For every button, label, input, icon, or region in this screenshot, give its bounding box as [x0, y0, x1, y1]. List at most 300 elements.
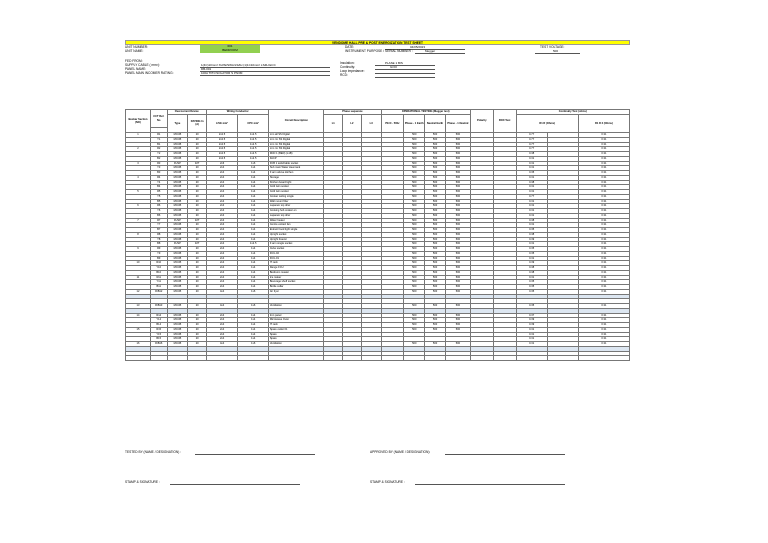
cell-cpc[interactable]: 1x4 [238, 185, 269, 190]
cell-neutral-earth[interactable]: 500 [425, 313, 446, 318]
cell-desc[interactable]: Iron panel [269, 313, 324, 318]
cell-cpc[interactable]: 1x2.5 [238, 147, 269, 152]
cell-neutral-earth[interactable]: 500 [425, 133, 446, 138]
cell-cpc[interactable]: 1x2.5 [238, 133, 269, 138]
cell-phase-earth[interactable]: 500 [404, 152, 425, 157]
cell-polarity[interactable] [470, 356, 493, 361]
cell-cpc[interactable]: 1x4 [238, 194, 269, 199]
cell-rating[interactable]: 20 [188, 275, 207, 280]
cell-rating[interactable]: 20 [188, 304, 207, 309]
cell-r1r2b[interactable]: 0.31 [578, 256, 629, 261]
panel-main-value[interactable]: 100A TPN ISOLATOR S PN3M [201, 71, 243, 75]
cell-phase-neutral[interactable]: 500 [445, 161, 470, 166]
cell-r1r2[interactable]: 0.38 [516, 266, 547, 271]
cell-r1r2b[interactable]: 0.31 [578, 185, 629, 190]
cell-type[interactable]: MCCB [167, 337, 188, 342]
cell-phase-earth[interactable]: 500 [404, 137, 425, 142]
cell-neutral-earth[interactable]: 500 [425, 156, 446, 161]
cell-rating[interactable]: 32T [188, 218, 207, 223]
cell-r1r2b[interactable]: 0.31 [578, 251, 629, 256]
cell-cpc[interactable]: 1x2.5 [238, 152, 269, 157]
cell-desc[interactable]: Beverage shelf socket [269, 280, 324, 285]
cell-phase-neutral[interactable]: 500 [445, 152, 470, 157]
cell-cct[interactable]: Y6 [150, 209, 167, 214]
cell-busbar[interactable]: 2 [126, 147, 151, 152]
cell-type[interactable]: MCCB [167, 256, 188, 261]
cell-cct[interactable]: R6 [150, 204, 167, 209]
cell-phase-earth[interactable]: 500 [404, 175, 425, 180]
cell-busbar[interactable] [126, 356, 151, 361]
cell-desc[interactable]: Spare [269, 332, 324, 337]
cell-desc[interactable]: Lrm rm SS Digital [269, 147, 324, 152]
cell-desc[interactable]: FACP [269, 156, 324, 161]
cell-phase-earth[interactable]: 500 [404, 270, 425, 275]
cell-desc[interactable]: Lrm rm SS Digital [269, 137, 324, 142]
cell-r1r2[interactable]: 0.39 [516, 323, 547, 328]
cell-type[interactable]: MCCB [167, 142, 188, 147]
cell-cpc[interactable]: 1x6 [238, 161, 269, 166]
cell-neutral-earth[interactable]: 500 [425, 270, 446, 275]
cell-r1r2b[interactable]: 0.31 [578, 261, 629, 266]
cell-rating[interactable]: 20 [188, 323, 207, 328]
cell-cpc[interactable]: 1x2.5 [238, 137, 269, 142]
cell-cpc[interactable]: 1x4 [238, 275, 269, 280]
cell-r1r2[interactable]: 0.31 [516, 213, 547, 218]
cell-rating[interactable]: 20 [188, 199, 207, 204]
cell-busbar[interactable]: 9 [126, 247, 151, 252]
cell-phase-neutral[interactable]: 500 [445, 275, 470, 280]
cell-live[interactable]: 4x4 [206, 289, 237, 294]
cell-cpc[interactable] [238, 356, 269, 361]
cell-r1r2b[interactable]: 0.31 [578, 228, 629, 233]
date-value[interactable]: 04/05/2023 [410, 45, 426, 49]
cell-phase-earth[interactable]: 500 [404, 204, 425, 209]
cell-cct[interactable]: Y14 [150, 318, 167, 323]
cell-r1r2[interactable]: 0.31 [516, 337, 547, 342]
cell-r1r2b[interactable]: 0.31 [578, 175, 629, 180]
cell-phase-earth[interactable]: 500 [404, 180, 425, 185]
cell-neutral-earth[interactable]: 500 [425, 304, 446, 309]
cell-desc[interactable] [269, 356, 324, 361]
cell-r1r2[interactable]: 0.31 [516, 161, 547, 166]
cell-live[interactable]: 2x4 [206, 275, 237, 280]
cell-cpc[interactable]: 1x4 [238, 199, 269, 204]
cell-desc[interactable]: Laparam top drier [269, 213, 324, 218]
cell-phase-earth[interactable]: 500 [404, 289, 425, 294]
cell-type[interactable]: MCCB [167, 313, 188, 318]
cell-desc[interactable]: FCU-01 [269, 256, 324, 261]
cell-live[interactable]: 2x4 [206, 223, 237, 228]
cell-desc[interactable]: IT rack [269, 261, 324, 266]
cell-rating[interactable]: 20 [188, 232, 207, 237]
cell-cpc[interactable]: 1x4 [238, 175, 269, 180]
cell-cpc[interactable]: 1x6 [238, 289, 269, 294]
cell-busbar[interactable]: 15 [126, 327, 151, 332]
cell-type[interactable]: MCCB [167, 232, 188, 237]
cell-phase-neutral[interactable]: 500 [445, 137, 470, 142]
cell-neutral-earth[interactable]: 500 [425, 204, 446, 209]
cell-cct[interactable]: R/B16 [150, 342, 167, 347]
cell-desc[interactable]: Storage [269, 175, 324, 180]
cell-type[interactable]: MCCB [167, 266, 188, 271]
cell-live[interactable]: 2x4 [206, 228, 237, 233]
cell-rating[interactable]: 20 [188, 171, 207, 176]
cell-r1r2b[interactable]: 0.31 [578, 161, 629, 166]
cell-cct[interactable]: B15 [150, 337, 167, 342]
cell-rating[interactable]: 32T [188, 242, 207, 247]
cell-phase-neutral[interactable] [445, 356, 470, 361]
cell-neutral-earth[interactable]: 500 [425, 247, 446, 252]
cell-phase-earth[interactable]: 500 [404, 275, 425, 280]
cell-live[interactable]: 2x4 [206, 327, 237, 332]
cell-phase-neutral[interactable]: 500 [445, 228, 470, 233]
cell-cct[interactable]: Y15 [150, 332, 167, 337]
cell-desc[interactable]: Cold twin socket [269, 185, 324, 190]
cell-cpc[interactable]: 1x4 [238, 266, 269, 271]
cell-live[interactable]: 2x4 [206, 251, 237, 256]
cell-desc[interactable]: Extract hood light single [269, 228, 324, 233]
cell-cpc[interactable]: 1x4 [238, 285, 269, 290]
cell-rating[interactable]: 20 [188, 133, 207, 138]
cell-rating[interactable]: 20 [188, 190, 207, 195]
cell-r1r2[interactable]: 0.39 [516, 237, 547, 242]
cell-live[interactable]: 2x2.5 [206, 142, 237, 147]
cell-cct[interactable]: Y8 [150, 237, 167, 242]
cell-phase-neutral[interactable]: 500 [445, 218, 470, 223]
cell-type[interactable] [167, 356, 188, 361]
cell-neutral-earth[interactable]: 500 [425, 147, 446, 152]
cell-desc[interactable]: Cube socket [269, 247, 324, 252]
cell-live[interactable]: 2x4 [206, 237, 237, 242]
cell-cct[interactable]: R7 [150, 218, 167, 223]
cell-type[interactable]: MCCB [167, 199, 188, 204]
cell-r1r2b[interactable]: 0.31 [578, 327, 629, 332]
cell-type[interactable]: MCCB [167, 247, 188, 252]
cell-phase-earth[interactable]: 500 [404, 199, 425, 204]
cell-neutral-earth[interactable]: 500 [425, 137, 446, 142]
cell-phase-neutral[interactable]: 500 [445, 171, 470, 176]
cell-r1r2[interactable]: 0.77 [516, 194, 547, 199]
cell-r1r2b[interactable]: 0.31 [578, 313, 629, 318]
cell-rating[interactable]: 20 [188, 142, 207, 147]
cell-r1r2[interactable]: 0.38 [516, 218, 547, 223]
cell-desc[interactable]: Microwave Oven [269, 318, 324, 323]
cell-neutral-earth[interactable]: 500 [425, 185, 446, 190]
cell-r1r2b[interactable]: 0.31 [578, 199, 629, 204]
cell-busbar[interactable]: 7 [126, 218, 151, 223]
cell-l2[interactable] [343, 356, 362, 361]
cell-phase-earth[interactable]: 500 [404, 133, 425, 138]
cell-type[interactable]: FUSP [167, 218, 188, 223]
cell-phase-earth[interactable]: 500 [404, 313, 425, 318]
cell-neutral-earth[interactable]: 500 [425, 175, 446, 180]
cell-r1r2[interactable]: 0.37 [516, 313, 547, 318]
cell-live[interactable]: 2x4 [206, 190, 237, 195]
cell-phase-earth[interactable]: 500 [404, 323, 425, 328]
cell-live[interactable] [206, 356, 237, 361]
cell-phase-neutral[interactable]: 500 [445, 251, 470, 256]
cell-r1r2[interactable]: 0.31 [516, 275, 547, 280]
cell-phase-neutral[interactable]: 500 [445, 185, 470, 190]
cell-r1r2b[interactable]: 0.31 [578, 332, 629, 337]
cell-r1r2[interactable]: 0.31 [516, 185, 547, 190]
cell-cct[interactable]: Y9 [150, 251, 167, 256]
cell-type[interactable]: MCCB [167, 270, 188, 275]
cell-cpc[interactable]: 1x4 [238, 337, 269, 342]
cell-r1r2[interactable]: 0.77 [516, 133, 547, 138]
cell-rating[interactable]: 20 [188, 256, 207, 261]
cell-live[interactable]: 2x2.5 [206, 156, 237, 161]
cell-cpc[interactable]: 1x2.5 [238, 156, 269, 161]
cell-desc[interactable]: F arm above kitchen [269, 171, 324, 176]
cell-cpc[interactable]: 1x4 [238, 313, 269, 318]
cell-r1r2b[interactable]: 0.31 [578, 209, 629, 214]
cell-busbar[interactable]: 14 [126, 313, 151, 318]
cell-r1r2[interactable]: 0.35 [516, 285, 547, 290]
unit-name-value[interactable]: BEDROOM [200, 49, 260, 53]
cell-type[interactable]: MCCB [167, 156, 188, 161]
cell-desc[interactable]: Bottle cellar [269, 285, 324, 290]
cell-rating[interactable]: 20 [188, 280, 207, 285]
cell-desc[interactable]: Ventilation [269, 342, 324, 347]
cell-type[interactable]: MCCB [167, 194, 188, 199]
cell-r1r2b[interactable]: 0.31 [578, 190, 629, 195]
cell-neutral-earth[interactable]: 500 [425, 342, 446, 347]
cell-phase-neutral[interactable]: 500 [445, 156, 470, 161]
cell-neutral-earth[interactable]: 500 [425, 280, 446, 285]
cell-r1r2b[interactable]: 0.31 [578, 337, 629, 342]
cell-neutral-earth[interactable]: 500 [425, 275, 446, 280]
cell-cct[interactable]: B3 [150, 171, 167, 176]
cell-cpc[interactable]: 1x4 [238, 251, 269, 256]
cell-r1r2b[interactable]: 0.31 [578, 237, 629, 242]
cell-r1r2[interactable]: 0.31 [516, 190, 547, 195]
cell-cct[interactable]: R5 [150, 190, 167, 195]
cell-r1r2[interactable]: 0.77 [516, 137, 547, 142]
cell-cpc[interactable]: 1x4 [238, 213, 269, 218]
cell-phase-neutral[interactable]: 500 [445, 323, 470, 328]
cell-r1r2b[interactable]: 0.31 [578, 247, 629, 252]
cell-phase-neutral[interactable]: 500 [445, 190, 470, 195]
cell-phase-neutral[interactable]: 500 [445, 199, 470, 204]
cell-r1r2[interactable]: 0.39 [516, 261, 547, 266]
tested-by-line[interactable] [195, 454, 315, 455]
cell-type[interactable]: MCCB [167, 152, 188, 157]
cell-live[interactable]: 2x4 [206, 185, 237, 190]
cell-rating[interactable]: 20 [188, 166, 207, 171]
cell-desc[interactable]: Air fryer [269, 289, 324, 294]
cell-busbar[interactable]: 3 [126, 161, 151, 166]
cell-r1r2[interactable]: 0.35 [516, 304, 547, 309]
cell-desc[interactable]: FCU-02 [269, 251, 324, 256]
cell-phase-earth[interactable]: 500 [404, 228, 425, 233]
cell-type[interactable]: MCCB [167, 318, 188, 323]
cell-busbar[interactable]: 12 [126, 289, 151, 294]
cell-r1r2b[interactable]: 0.31 [578, 342, 629, 347]
cell-cpc[interactable]: 1x2.5 [238, 142, 269, 147]
cell-live[interactable]: 2x2.5 [206, 137, 237, 142]
cell-cct[interactable]: Y7 [150, 223, 167, 228]
cell-type[interactable]: MCCB [167, 185, 188, 190]
cell-phase-neutral[interactable]: 500 [445, 289, 470, 294]
cell-phase-neutral[interactable]: 500 [445, 270, 470, 275]
cell-neutral-earth[interactable]: 500 [425, 228, 446, 233]
cell-live[interactable]: 2x4 [206, 242, 237, 247]
cell-rating[interactable]: 32T [188, 161, 207, 166]
cell-r1r2[interactable]: 0.35 [516, 228, 547, 233]
cell-busbar[interactable]: 4 [126, 175, 151, 180]
cell-r1r2[interactable]: 0.38 [516, 180, 547, 185]
cell-busbar[interactable]: 16 [126, 342, 151, 347]
cell-desc[interactable]: Upright socket [269, 232, 324, 237]
cell-neutral-earth[interactable]: 500 [425, 190, 446, 195]
cell-rating[interactable]: 20 [188, 247, 207, 252]
cell-phase-neutral[interactable]: 500 [445, 304, 470, 309]
cell-type[interactable]: MCCB [167, 171, 188, 176]
cell-r1r2[interactable]: 0.31 [516, 204, 547, 209]
cell-cpc[interactable]: 1x2.5 [238, 242, 269, 247]
cell-phase-earth[interactable]: 500 [404, 232, 425, 237]
cell-cpc[interactable]: 1x4 [238, 270, 269, 275]
cell-cpc[interactable]: 1x4 [238, 256, 269, 261]
cell-phase-neutral[interactable]: 500 [445, 232, 470, 237]
cell-neutral-earth[interactable]: 500 [425, 171, 446, 176]
cell-cpc[interactable]: 1x4 [238, 280, 269, 285]
cell-type[interactable]: MCCB [167, 285, 188, 290]
cell-cpc[interactable]: 1x4 [238, 332, 269, 337]
cell-phase-neutral[interactable]: 500 [445, 261, 470, 266]
cell-phase-earth[interactable] [404, 356, 425, 361]
cell-cpc[interactable]: 1x4 [238, 237, 269, 242]
cell-rating[interactable]: 20 [188, 228, 207, 233]
cell-live[interactable]: 2x4 [206, 270, 237, 275]
cell-r1r2b[interactable]: 0.31 [578, 323, 629, 328]
cell-phase-neutral[interactable]: 500 [445, 209, 470, 214]
cell-r1r2[interactable]: 0.35 [516, 171, 547, 176]
cell-r1r2b[interactable]: 0.31 [578, 147, 629, 152]
cell-neutral-earth[interactable]: 500 [425, 213, 446, 218]
cell-cct[interactable]: Y11 [150, 280, 167, 285]
cell-phase-neutral[interactable]: 500 [445, 147, 470, 152]
cell-phase-earth[interactable]: 500 [404, 156, 425, 161]
cell-r1r2b[interactable]: 0.31 [578, 152, 629, 157]
cell-busbar[interactable]: 10 [126, 261, 151, 266]
cell-cct[interactable]: Y10 [150, 266, 167, 271]
cell-r1r2b[interactable]: 0.31 [578, 223, 629, 228]
cell-phase-earth[interactable]: 500 [404, 256, 425, 261]
cell-cpc[interactable]: 1x4 [238, 204, 269, 209]
cell-phase-neutral[interactable]: 500 [445, 237, 470, 242]
supply-cable-value[interactable]: 1(4C)10mm² XLPE/SWA/LSZH (1)1C10mm² LSZH ECC [201, 63, 276, 67]
cell-cpc[interactable]: 1x4 [238, 190, 269, 195]
cell-neutral-earth[interactable]: 500 [425, 142, 446, 147]
cell-cpc[interactable]: 1x4 [238, 318, 269, 323]
cell-phase-earth[interactable]: 500 [404, 161, 425, 166]
cell-r1r2[interactable]: 0.35 [516, 251, 547, 256]
cell-rating[interactable]: 20 [188, 152, 207, 157]
cell-r1r2b[interactable]: 0.31 [578, 166, 629, 171]
cell-phase-neutral[interactable]: 500 [445, 256, 470, 261]
cell-phase-earth[interactable]: 500 [404, 223, 425, 228]
cell-r1r2[interactable]: 0.77 [516, 142, 547, 147]
cell-rating[interactable]: 20 [188, 251, 207, 256]
cell-phase-neutral[interactable]: 500 [445, 247, 470, 252]
cell-neutral-earth[interactable]: 500 [425, 261, 446, 266]
cell-desc[interactable]: Kitchen board light [269, 180, 324, 185]
cell-type[interactable]: MCCB [167, 209, 188, 214]
cell-phase-earth[interactable]: 500 [404, 218, 425, 223]
cell-busbar[interactable]: 1 [126, 133, 151, 138]
cell-cpc[interactable]: 1x4 [238, 223, 269, 228]
cell-cpc[interactable]: 1x4 [238, 323, 269, 328]
cell-neutral-earth[interactable]: 500 [425, 209, 446, 214]
cell-desc[interactable]: Wall mount filter [269, 199, 324, 204]
cell-live[interactable]: 2x4 [206, 332, 237, 337]
approved-by-line[interactable] [445, 454, 565, 455]
cell-phase-neutral[interactable]: 500 [445, 285, 470, 290]
cell-phase-earth[interactable]: 500 [404, 242, 425, 247]
cell-cct[interactable]: R9 [150, 247, 167, 252]
stamp-left-line[interactable] [170, 484, 300, 485]
cell-phase-neutral[interactable]: 500 [445, 204, 470, 209]
cell-r1r2[interactable]: 0.38 [516, 152, 547, 157]
cell-live[interactable]: 2x2.5 [206, 147, 237, 152]
cell-type[interactable]: MCCB [167, 180, 188, 185]
cell-cpc[interactable]: 1x4 [238, 228, 269, 233]
cell-cct[interactable]: R/B13 [150, 304, 167, 309]
cell-r1r2[interactable]: 0.38 [516, 232, 547, 237]
cell-r1r2[interactable]: 0.31 [516, 223, 547, 228]
cell-phase-earth[interactable]: 500 [404, 285, 425, 290]
cell-type[interactable]: MCCB [167, 261, 188, 266]
cell-type[interactable]: MCCB [167, 175, 188, 180]
cell-r1r2b[interactable]: 0.31 [578, 266, 629, 271]
cell-phase-neutral[interactable]: 500 [445, 242, 470, 247]
cell-cct[interactable]: R8 [150, 232, 167, 237]
cell-desc[interactable]: Ice maker [269, 275, 324, 280]
cell-phase-neutral[interactable]: 500 [445, 313, 470, 318]
cell-r1r2[interactable]: 0.31 [516, 209, 547, 214]
cell-phase-neutral[interactable]: 500 [445, 266, 470, 271]
cell-type[interactable]: MCCB [167, 237, 188, 242]
cell-neutral-earth[interactable]: 500 [425, 285, 446, 290]
cell-rcd[interactable] [493, 356, 516, 361]
cell-r1r2b[interactable]: 0.31 [578, 133, 629, 138]
cell-cct[interactable]: Y4 [150, 180, 167, 185]
cell-l3[interactable] [361, 356, 381, 361]
cell-r1r2b[interactable]: 0.31 [578, 142, 629, 147]
cell-desc[interactable]: Upright freezer [269, 237, 324, 242]
cell-live[interactable]: 2x4 [206, 209, 237, 214]
cell-r1r2b[interactable]: 0.31 [578, 218, 629, 223]
cell-rating[interactable] [188, 356, 207, 361]
cell-live[interactable]: 4x4 [206, 342, 237, 347]
cell-neutral-earth[interactable]: 500 [425, 218, 446, 223]
cell-live[interactable]: 2x4 [206, 323, 237, 328]
cell-type[interactable]: MCCB [167, 190, 188, 195]
instrument-value[interactable]: Megger [425, 49, 436, 53]
cell-type[interactable]: MCCB [167, 213, 188, 218]
cell-busbar[interactable]: 5 [126, 190, 151, 195]
cell-live[interactable]: 2x4 [206, 218, 237, 223]
cell-cct[interactable]: B9 [150, 256, 167, 261]
cell-cct[interactable]: B4 [150, 185, 167, 190]
cell-live[interactable]: 2x4 [206, 204, 237, 209]
cell-live[interactable]: 2x4 [206, 266, 237, 271]
cell-phase-earth[interactable]: 500 [404, 251, 425, 256]
cell-type[interactable]: MCCB [167, 332, 188, 337]
cell-rating[interactable]: 20 [188, 285, 207, 290]
